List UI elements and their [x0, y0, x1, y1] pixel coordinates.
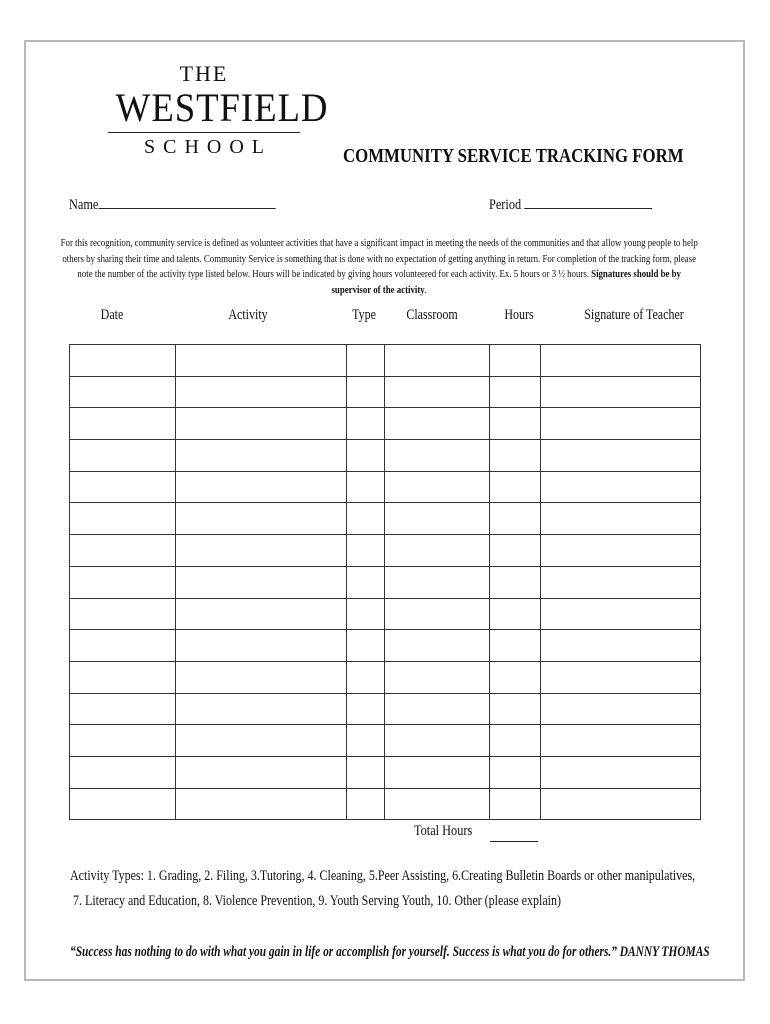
- intro-text: For this recognition, community service is defined as volunteer activities that have a significant impact in meeting the needs of the communities and that allow young people to help others by sharing their time and talents. Community Service is something that is done with no expectation of getting anything in return. For completion of the tracking form, please note the number of the activity type listed below. Hours will be indicated by giving hours volunteered for each activity. Ex. 5 hours or 3 ½ hours.: [60, 238, 698, 280]
- cell-type[interactable]: [347, 471, 385, 503]
- cell-hours[interactable]: [490, 471, 541, 503]
- cell-date[interactable]: [70, 471, 176, 503]
- cell-signature[interactable]: [541, 756, 701, 788]
- cell-activity[interactable]: [176, 630, 347, 662]
- cell-classroom[interactable]: [385, 725, 490, 757]
- cell-hours[interactable]: [490, 788, 541, 820]
- name-line[interactable]: [98, 196, 275, 209]
- cell-type[interactable]: [347, 345, 385, 377]
- logo-rule: [108, 132, 300, 133]
- cell-signature[interactable]: [541, 376, 701, 408]
- cell-hours[interactable]: [490, 408, 541, 440]
- cell-signature[interactable]: [541, 788, 701, 820]
- cell-signature[interactable]: [541, 503, 701, 535]
- cell-hours[interactable]: [490, 630, 541, 662]
- cell-activity[interactable]: [176, 535, 347, 567]
- cell-signature[interactable]: [541, 725, 701, 757]
- cell-signature[interactable]: [541, 535, 701, 567]
- cell-classroom[interactable]: [385, 630, 490, 662]
- cell-signature[interactable]: [541, 661, 701, 693]
- cell-signature[interactable]: [541, 345, 701, 377]
- table-row: [70, 566, 701, 598]
- cell-classroom[interactable]: [385, 693, 490, 725]
- cell-date[interactable]: [70, 756, 176, 788]
- period-label: Period: [489, 197, 522, 213]
- cell-type[interactable]: [347, 661, 385, 693]
- cell-activity[interactable]: [176, 440, 347, 472]
- cell-activity[interactable]: [176, 725, 347, 757]
- header-activity: Activity: [228, 307, 268, 323]
- cell-date[interactable]: [70, 345, 176, 377]
- cell-type[interactable]: [347, 376, 385, 408]
- cell-type[interactable]: [347, 725, 385, 757]
- table-row: [70, 440, 701, 472]
- quote: “Success has nothing to do with what you gain in life or accomplish for yourself. Success is what you do for others.” DANNY THOMAS: [70, 944, 710, 960]
- table-row: [70, 661, 701, 693]
- total-hours-label: Total Hours: [414, 823, 473, 839]
- cell-activity[interactable]: [176, 408, 347, 440]
- cell-hours[interactable]: [490, 598, 541, 630]
- table-row: [70, 376, 701, 408]
- logo-the: THE: [179, 61, 229, 86]
- cell-activity[interactable]: [176, 693, 347, 725]
- cell-type[interactable]: [347, 566, 385, 598]
- cell-activity[interactable]: [176, 566, 347, 598]
- cell-signature[interactable]: [541, 598, 701, 630]
- cell-activity[interactable]: [176, 756, 347, 788]
- activity-types-line1: Activity Types: 1. Grading, 2. Filing, 3.Tutoring, 4. Cleaning, 5.Peer Assisting, 6.Creating Bulletin Boards or other manipulatives,: [70, 868, 696, 884]
- period-field[interactable]: [489, 196, 652, 214]
- cell-classroom[interactable]: [385, 756, 490, 788]
- cell-classroom[interactable]: [385, 376, 490, 408]
- header-signature: Signature of Teacher: [584, 307, 684, 323]
- cell-hours[interactable]: [490, 535, 541, 567]
- cell-date[interactable]: [70, 535, 176, 567]
- form-title: COMMUNITY SERVICE TRACKING FORM: [343, 145, 684, 167]
- cell-classroom[interactable]: [385, 661, 490, 693]
- intro-paragraph: [60, 236, 698, 298]
- cell-activity[interactable]: [176, 376, 347, 408]
- cell-classroom[interactable]: [385, 440, 490, 472]
- cell-date[interactable]: [70, 503, 176, 535]
- cell-hours[interactable]: [490, 725, 541, 757]
- logo-westfield: WESTFIELD: [115, 85, 329, 130]
- cell-date[interactable]: [70, 788, 176, 820]
- table-row: [70, 408, 701, 440]
- cell-hours[interactable]: [490, 440, 541, 472]
- cell-date[interactable]: [70, 630, 176, 662]
- cell-hours[interactable]: [490, 693, 541, 725]
- table-row: [70, 630, 701, 662]
- cell-classroom[interactable]: [385, 471, 490, 503]
- cell-type[interactable]: [347, 693, 385, 725]
- cell-date[interactable]: [70, 725, 176, 757]
- cell-date[interactable]: [70, 408, 176, 440]
- header-date: Date: [100, 307, 124, 323]
- header-classroom: Classroom: [406, 307, 458, 323]
- cell-classroom[interactable]: [385, 503, 490, 535]
- cell-signature[interactable]: [541, 693, 701, 725]
- activity-types-line2: 7. Literacy and Education, 8. Violence Prevention, 9. Youth Serving Youth, 10. Other (please explain): [70, 893, 561, 909]
- cell-hours[interactable]: [490, 376, 541, 408]
- cell-hours[interactable]: [490, 566, 541, 598]
- table-row: [70, 503, 701, 535]
- cell-hours[interactable]: [490, 345, 541, 377]
- table-row: [70, 756, 701, 788]
- table-row: [70, 788, 701, 820]
- cell-classroom[interactable]: [385, 598, 490, 630]
- cell-type[interactable]: [347, 756, 385, 788]
- cell-type[interactable]: [347, 788, 385, 820]
- table-row: [70, 471, 701, 503]
- logo-school: SCHOOL: [143, 136, 272, 158]
- cell-signature[interactable]: [541, 471, 701, 503]
- cell-classroom[interactable]: [385, 345, 490, 377]
- activity-types: [70, 864, 695, 914]
- header-hours: Hours: [504, 307, 534, 323]
- intro-bold: Signatures should be by supervisor of the activity: [331, 269, 681, 296]
- cell-date[interactable]: [70, 566, 176, 598]
- cell-date[interactable]: [70, 598, 176, 630]
- cell-type[interactable]: [347, 630, 385, 662]
- cell-activity[interactable]: [176, 345, 347, 377]
- cell-hours[interactable]: [490, 756, 541, 788]
- cell-date[interactable]: [70, 440, 176, 472]
- cell-activity[interactable]: [176, 598, 347, 630]
- cell-activity[interactable]: [176, 661, 347, 693]
- cell-date[interactable]: [70, 693, 176, 725]
- cell-type[interactable]: [347, 503, 385, 535]
- school-logo: [108, 61, 329, 159]
- table-row: [70, 598, 701, 630]
- table-row: [70, 725, 701, 757]
- cell-type[interactable]: [347, 535, 385, 567]
- cell-activity[interactable]: [176, 503, 347, 535]
- intro-end: .: [424, 284, 427, 296]
- cell-classroom[interactable]: [385, 788, 490, 820]
- cell-activity[interactable]: [176, 471, 347, 503]
- name-field[interactable]: [69, 196, 275, 214]
- cell-classroom[interactable]: [385, 408, 490, 440]
- table-row: [70, 345, 701, 377]
- period-line[interactable]: [524, 196, 652, 209]
- tracking-table: [69, 344, 701, 820]
- name-label: Name: [69, 197, 99, 213]
- cell-classroom[interactable]: [385, 566, 490, 598]
- header-type: Type: [352, 307, 376, 323]
- cell-signature[interactable]: [541, 440, 701, 472]
- cell-type[interactable]: [347, 440, 385, 472]
- cell-type[interactable]: [347, 598, 385, 630]
- total-hours-line[interactable]: [490, 841, 538, 842]
- cell-hours[interactable]: [490, 503, 541, 535]
- cell-date[interactable]: [70, 376, 176, 408]
- cell-signature[interactable]: [541, 566, 701, 598]
- cell-activity[interactable]: [176, 788, 347, 820]
- cell-date[interactable]: [70, 661, 176, 693]
- cell-type[interactable]: [347, 408, 385, 440]
- table-row: [70, 693, 701, 725]
- cell-signature[interactable]: [541, 630, 701, 662]
- cell-classroom[interactable]: [385, 535, 490, 567]
- cell-signature[interactable]: [541, 408, 701, 440]
- cell-hours[interactable]: [490, 661, 541, 693]
- table-row: [70, 535, 701, 567]
